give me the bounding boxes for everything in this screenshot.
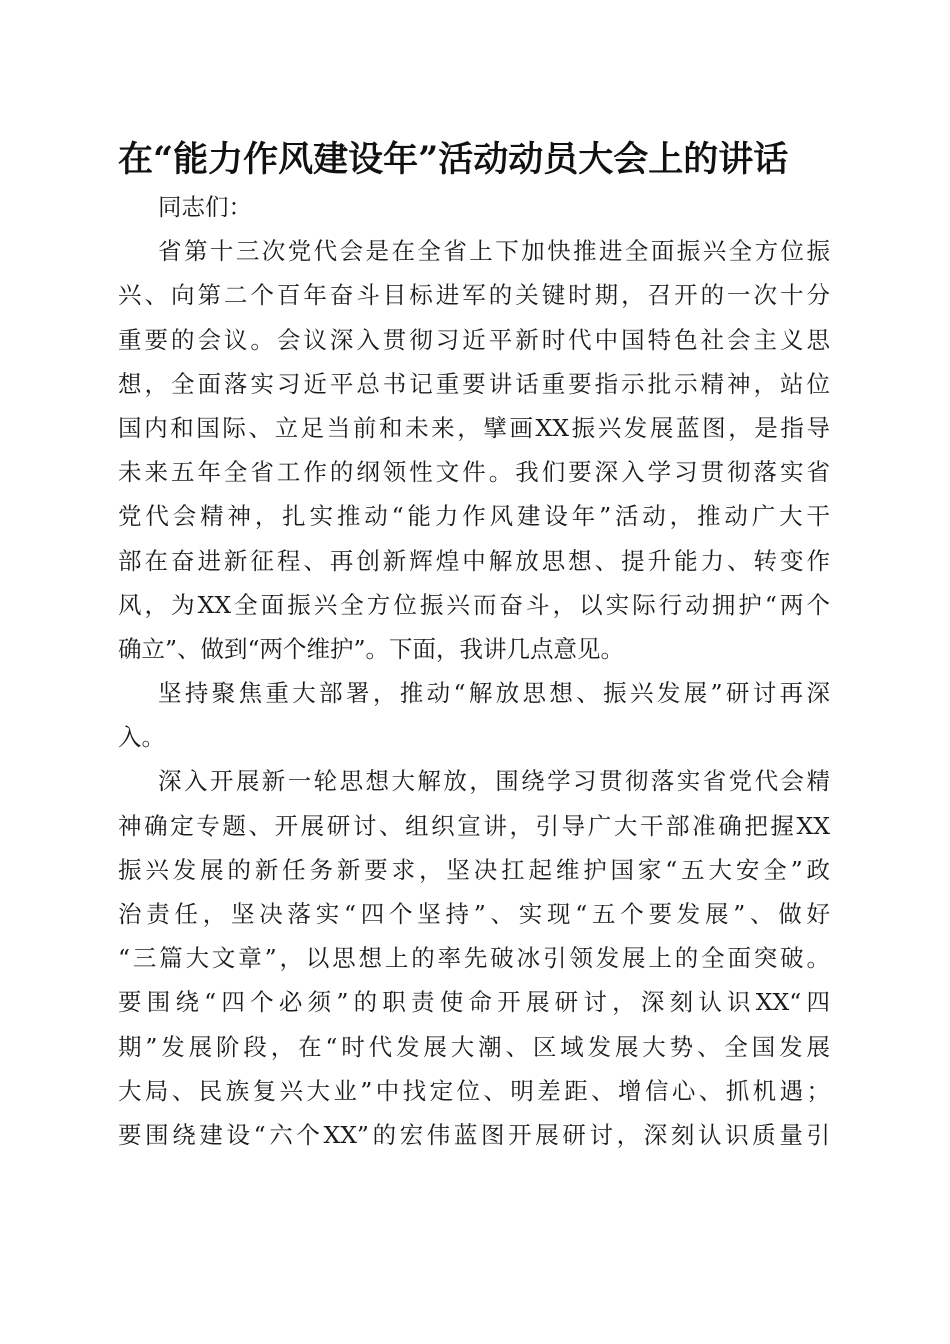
paragraph-2-line-3: 振兴发展的新任务新要求，坚决扛起维护国家“五大安全”政 [118, 855, 830, 884]
paragraph-1-line-6: 未来五年全省工作的纲领性文件。我们要深入学习贯彻落实省 [118, 458, 830, 487]
paragraph-1-line-10: 确立”、做到“两个维护”。下面，我讲几点意见。 [118, 634, 625, 663]
paragraph-2-line-7: 期”发展阶段，在“时代发展大潮、区域发展大势、全国发展 [118, 1032, 830, 1061]
paragraph-1-line-2: 兴、向第二个百年奋斗目标进军的关键时期，召开的一次十分 [118, 281, 830, 310]
paragraph-2-line-9: 要围绕建设“六个XX”的宏伟蓝图开展研讨，深刻认识质量引 [118, 1120, 830, 1149]
paragraph-2-line-5: “三篇大文章”，以思想上的率先破冰引领发展上的全面突破。 [118, 944, 830, 973]
section-heading-line-1: 坚持聚焦重大部署，推动“解放思想、振兴发展”研讨再深 [158, 679, 830, 708]
document-body [118, 185, 830, 1157]
paragraph-1-line-4: 想，全面落实习近平总书记重要讲话重要指示批示精神，站位 [118, 369, 830, 398]
paragraph-2-line-2: 神确定专题、开展研讨、组织宣讲，引导广大干部准确把握XX [118, 811, 830, 840]
paragraph-1-line-5: 国内和国际、立足当前和未来，擘画XX振兴发展蓝图，是指导 [118, 413, 830, 442]
paragraph-1-line-8: 部在奋进新征程、再创新辉煌中解放思想、提升能力、转变作 [118, 546, 830, 575]
paragraph-2-line-4: 治责任，坚决落实“四个坚持”、实现“五个要发展”、做好 [118, 900, 830, 928]
paragraph-2-line-8: 大局、民族复兴大业”中找定位、明差距、增信心、抓机遇； [118, 1076, 830, 1105]
paragraph-2-line-1: 深入开展新一轮思想大解放，围绕学习贯彻落实省党代会精 [158, 767, 830, 796]
salutation: 同志们： [158, 193, 252, 221]
paragraph-1-line-1: 省第十三次党代会是在全省上下加快推进全面振兴全方位振 [158, 237, 830, 266]
paragraph-2-line-6: 要围绕“四个必须”的职责使命开展研讨，深刻认识XX“四 [118, 988, 830, 1017]
document-title: 在“能力作风建设年”活动动员大会上的讲话 [118, 139, 789, 180]
paragraph-1-line-3: 重要的会议。会议深入贯彻习近平新时代中国特色社会主义思 [118, 325, 830, 354]
section-heading-line-2: 入。 [118, 723, 165, 752]
paragraph-1-line-9: 风，为XX全面振兴全方位振兴而奋斗，以实际行动拥护“两个 [118, 590, 830, 619]
paragraph-1-line-7: 党代会精神，扎实推动“能力作风建设年”活动，推动广大干 [118, 502, 830, 531]
